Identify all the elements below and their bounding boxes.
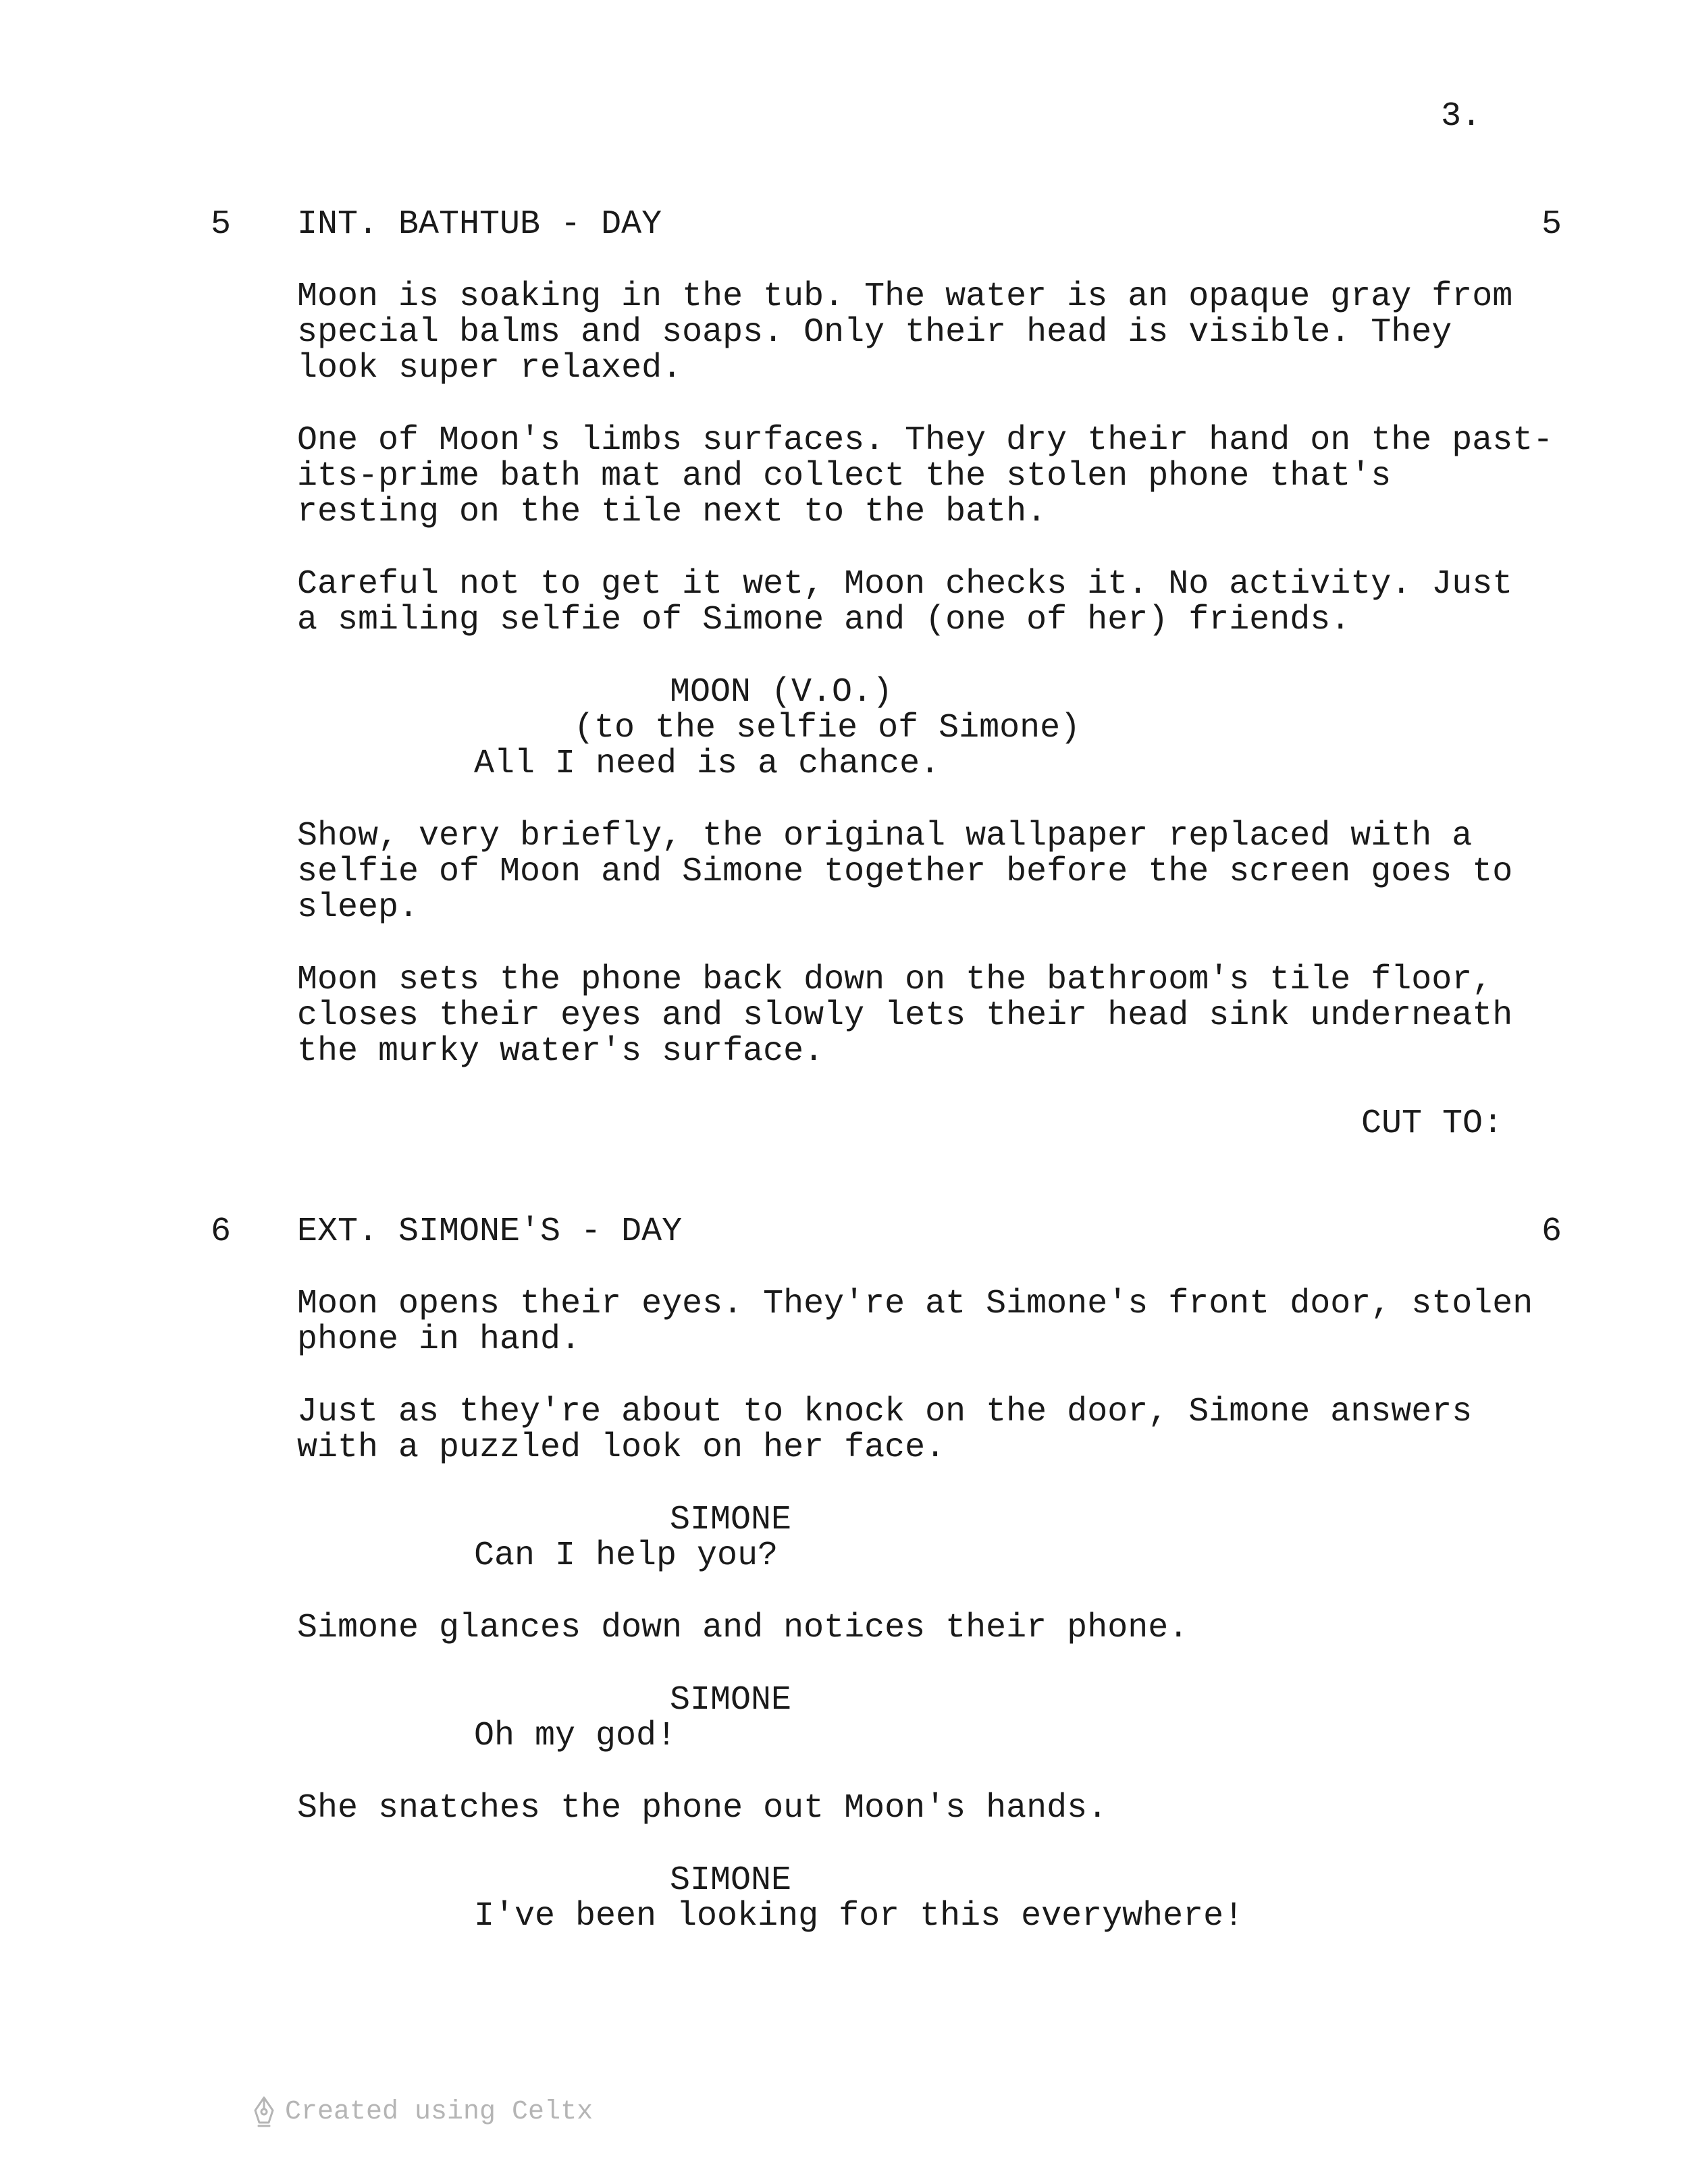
action-line: Just as they're about to knock on the door, Simone answers bbox=[297, 1393, 1473, 1431]
character-cue: SIMONE bbox=[670, 1861, 792, 1900]
action-line: with a puzzled look on her face. bbox=[297, 1429, 946, 1467]
action-line: a smiling selfie of Simone and (one of her) friends. bbox=[297, 601, 1351, 639]
action-line: closes their eyes and slowly lets their head sink underneath bbox=[297, 996, 1513, 1035]
action-line: sleep. bbox=[297, 888, 419, 927]
footer bbox=[253, 2094, 593, 2130]
scene-heading: INT. BATHTUB - DAY bbox=[297, 205, 662, 244]
action-line: Moon sets the phone back down on the bathroom's tile floor, bbox=[297, 961, 1493, 999]
pen-nib-icon bbox=[253, 2096, 275, 2128]
action-line: look super relaxed. bbox=[297, 349, 683, 388]
scene-number-right: 5 bbox=[1541, 205, 1562, 244]
dialogue-line: Can I help you? bbox=[474, 1537, 779, 1575]
scene-number-right: 6 bbox=[1541, 1213, 1562, 1251]
character-cue: SIMONE bbox=[670, 1681, 792, 1720]
action-line: resting on the tile next to the bath. bbox=[297, 493, 1047, 531]
action-line: Show, very briefly, the original wallpaper replaced with a bbox=[297, 817, 1473, 855]
action-line: the murky water's surface. bbox=[297, 1032, 824, 1071]
action-line: Careful not to get it wet, Moon checks it. No activity. Just bbox=[297, 565, 1513, 604]
action-line: phone in hand. bbox=[297, 1321, 581, 1359]
action-line: special balms and soaps. Only their head is visible. They bbox=[297, 313, 1452, 352]
character-cue: MOON (V.O.) bbox=[670, 673, 893, 712]
action-line: Moon is soaking in the tub. The water is an opaque gray from bbox=[297, 277, 1513, 316]
action-line: One of Moon's limbs surfaces. They dry their hand on the past- bbox=[297, 421, 1554, 460]
character-cue: SIMONE bbox=[670, 1501, 792, 1539]
scene-number-left: 6 bbox=[211, 1213, 232, 1251]
footer-text: Created using Celtx bbox=[285, 2096, 594, 2127]
page-number: 3. bbox=[1441, 97, 1482, 136]
action-line: She snatches the phone out Moon's hands. bbox=[297, 1789, 1108, 1828]
dialogue-line: All I need is a chance. bbox=[474, 745, 941, 783]
parenthetical: (to the selfie of Simone) bbox=[574, 709, 1081, 747]
transition: CUT TO: bbox=[1361, 1104, 1504, 1143]
action-line: Moon opens their eyes. They're at Simone's front door, stolen bbox=[297, 1285, 1533, 1323]
action-line: selfie of Moon and Simone together before the screen goes to bbox=[297, 853, 1513, 891]
dialogue-line: Oh my god! bbox=[474, 1717, 677, 1755]
action-line: Simone glances down and notices their phone. bbox=[297, 1609, 1189, 1647]
action-line: its-prime bath mat and collect the stolen phone that's bbox=[297, 457, 1392, 496]
dialogue-line: I've been looking for this everywhere! bbox=[474, 1897, 1244, 1936]
scene-number-left: 5 bbox=[211, 205, 232, 244]
scene-heading: EXT. SIMONE'S - DAY bbox=[297, 1213, 683, 1251]
